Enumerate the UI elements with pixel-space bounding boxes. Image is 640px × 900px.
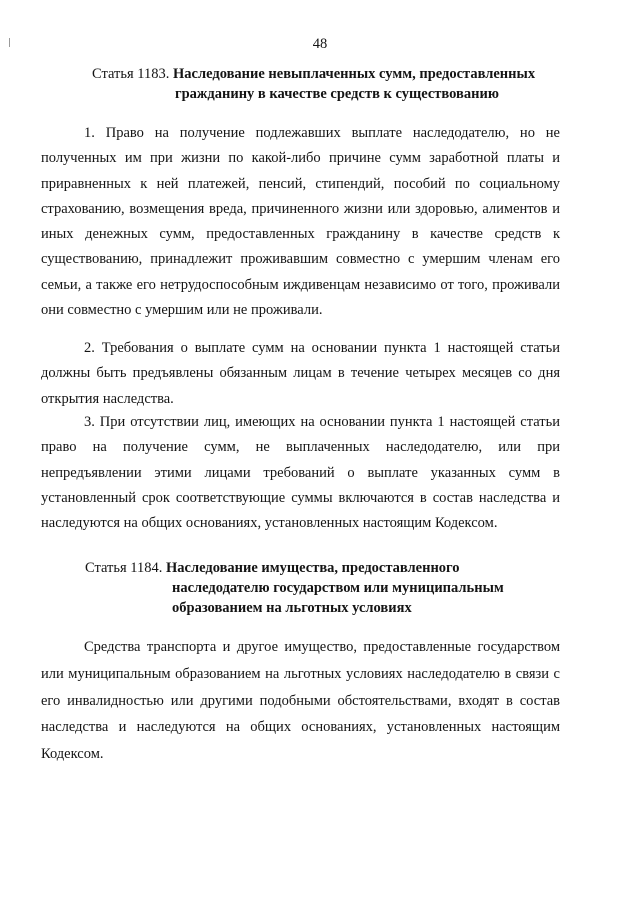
article-1183-heading xyxy=(92,64,535,104)
article-1184-title-line-3: образованием на льготных условиях xyxy=(172,600,412,616)
article-1184-title-line-2: наследодателю государством или муниципальным xyxy=(172,580,504,596)
article-1183-paragraph-3: 3. При отсутствии лиц, имеющих на основании пункта 1 настоящей статьи право на получение сумм, не выплаченных наследодателю, или при непредъявлении этими лицами требований о выплате указанных сумм в установленный срок соответствующие суммы включаются в состав наследства и наследуются на общих основаниях, установленных настоящим Кодексом. xyxy=(41,414,560,532)
article-1183-paragraph-2: 2. Требования о выплате сумм на основании пункта 1 настоящей статьи должны быть предъявлены обязанным лицам в течение четырех месяцев со дня открытия наследства. xyxy=(41,340,560,407)
article-1184-paragraph-1: Средства транспорта и другое имущество, предоставленные государством или муниципальным образованием на льготных условиях наследодателю в связи с его инвалидностью или другими подобными обстоятельствами, входят в состав наследства и наследуются на общих основаниях, установленных настоящим Кодексом. xyxy=(41,639,560,763)
article-1183-title-line-1: Наследование невыплаченных сумм, предоставленных xyxy=(173,66,536,82)
page-number: 48 xyxy=(312,36,328,52)
article-1183-title-line-2: гражданину в качестве средств к существованию xyxy=(175,86,499,102)
article-1184-label: Статья 1184. xyxy=(85,560,163,576)
article-1183-heading-line-1 xyxy=(92,64,535,84)
article-1184-title-line-1: Наследование имущества, предоставленного xyxy=(166,560,460,576)
article-1184-heading-line-1 xyxy=(85,558,504,578)
article-1183-paragraph-1: 1. Право на получение подлежавших выплате наследодателю, но не полученных им при жизни по какой-либо причине сумм заработной платы и приравненных к ней платежей, пенсий, стипендий, пособий по социальному страхованию, возмещения вреда, причиненного жизни или здоровью, алиментов и иных денежных сумм, предоставленных гражданину в качестве средств к существованию, принадлежит проживавшим совместно с умершим членам его семьи, а также его нетрудоспособным иждивенцам независимо от того, проживали они совместно с умершим или не проживали. xyxy=(41,125,560,319)
article-1184-heading xyxy=(85,558,504,618)
article-1183-label: Статья 1183. xyxy=(92,66,170,82)
